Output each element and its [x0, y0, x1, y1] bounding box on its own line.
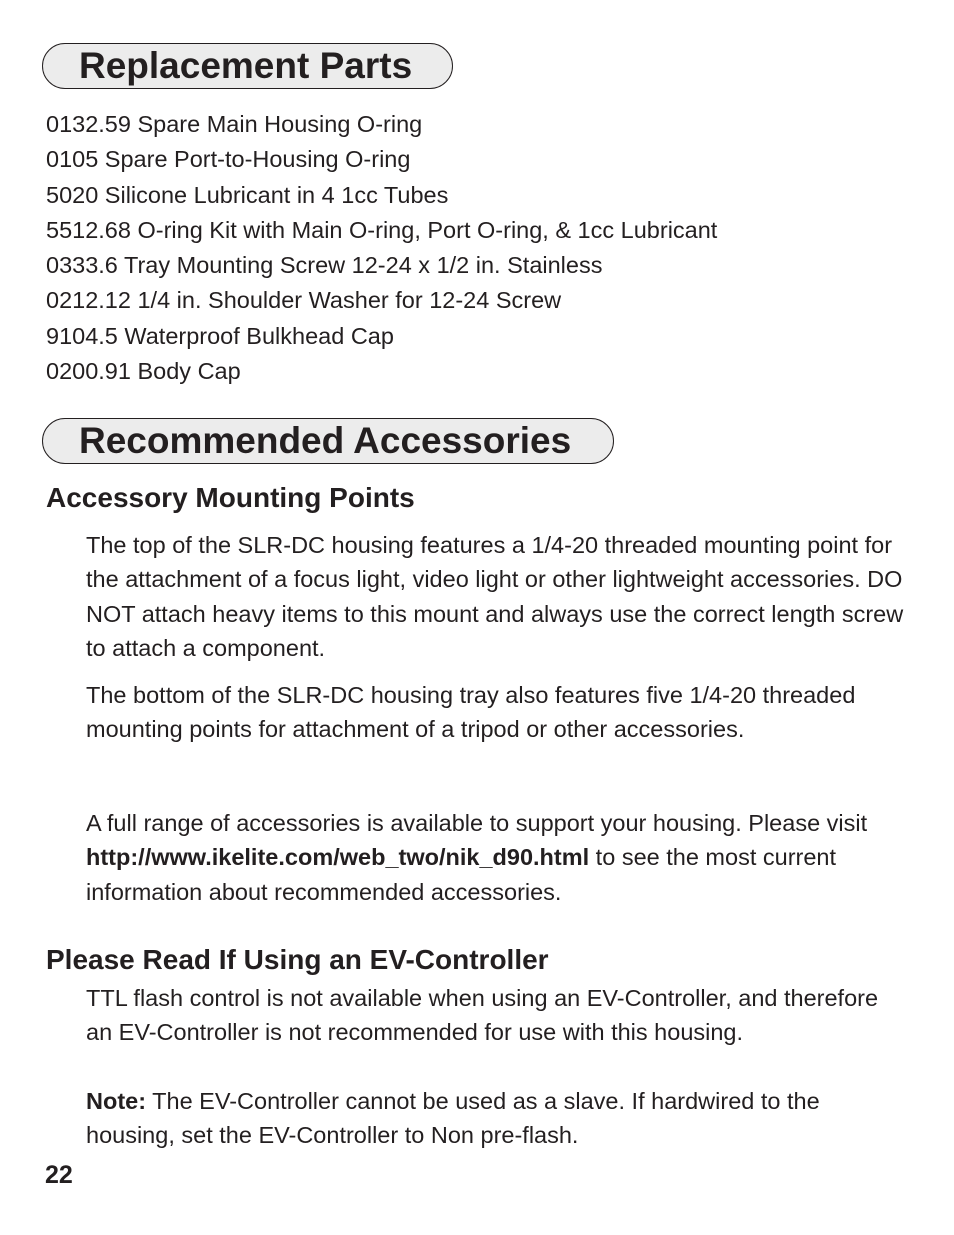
accessories-range-paragraph	[86, 806, 906, 909]
replacement-parts-title: Replacement Parts	[79, 45, 413, 86]
mounting-top-paragraph: The top of the SLR-DC housing features a 1/4-20 threaded mounting point for the attachment of a focus light, video light or other lightweight accessories. DO NOT attach heavy items to this mount and always use the correct length screw to attach a component.	[86, 532, 904, 661]
recommended-accessories-title: Recommended Accessories	[79, 420, 572, 461]
replacement-parts-list	[46, 107, 717, 389]
mounting-bottom-paragraph	[86, 678, 906, 747]
mounting-bottom-text: The bottom of the SLR-DC housing tray also features five 1/4-20 threaded mounting points for attachment of a tripod or other accessories.	[86, 682, 856, 743]
note-label: Note:	[86, 1088, 147, 1114]
page-number: 22	[45, 1161, 73, 1189]
list-item: 5020 Silicone Lubricant in 4 1cc Tubes	[46, 181, 449, 208]
list-item: 0132.59 Spare Main Housing O-ring	[46, 111, 423, 137]
replacement-parts-header	[42, 43, 453, 89]
accessories-url-link[interactable]: http://www.ikelite.com/web_two/nik_d90.html	[86, 844, 590, 871]
list-item: 9104.5 Waterproof Bulkhead Cap	[46, 322, 394, 349]
list-item: 0333.6 Tray Mounting Screw 12-24 x 1/2 in. Stainless	[46, 252, 603, 279]
ev-controller-note	[86, 1084, 906, 1153]
accessories-range-text-after: to see the most current information about recommended accessories.	[86, 844, 837, 905]
mounting-points-heading: Accessory Mounting Points	[46, 482, 415, 513]
list-item: 0105 Spare Port-to-Housing O-ring	[46, 146, 411, 173]
recommended-accessories-header	[42, 418, 614, 464]
list-item: 0212.12 1/4 in. Shoulder Washer for 12-24 Screw	[46, 287, 562, 314]
ev-controller-heading: Please Read If Using an EV-Controller	[46, 944, 549, 975]
accessories-range-text-before: A full range of accessories is available to support your housing. Please visit	[86, 810, 868, 836]
list-item: 0200.91 Body Cap	[46, 358, 241, 385]
list-item: 5512.68 O-ring Kit with Main O-ring, Port O-ring, & 1cc Lubricant	[46, 216, 718, 243]
ev-controller-paragraph: TTL flash control is not available when using an EV-Controller, and therefore an EV-Controller is not recommended for use with this housing.	[86, 985, 879, 1046]
note-text: The EV-Controller cannot be used as a slave. If hardwired to the housing, set the EV-Controller to Non pre-flash.	[86, 1088, 820, 1149]
